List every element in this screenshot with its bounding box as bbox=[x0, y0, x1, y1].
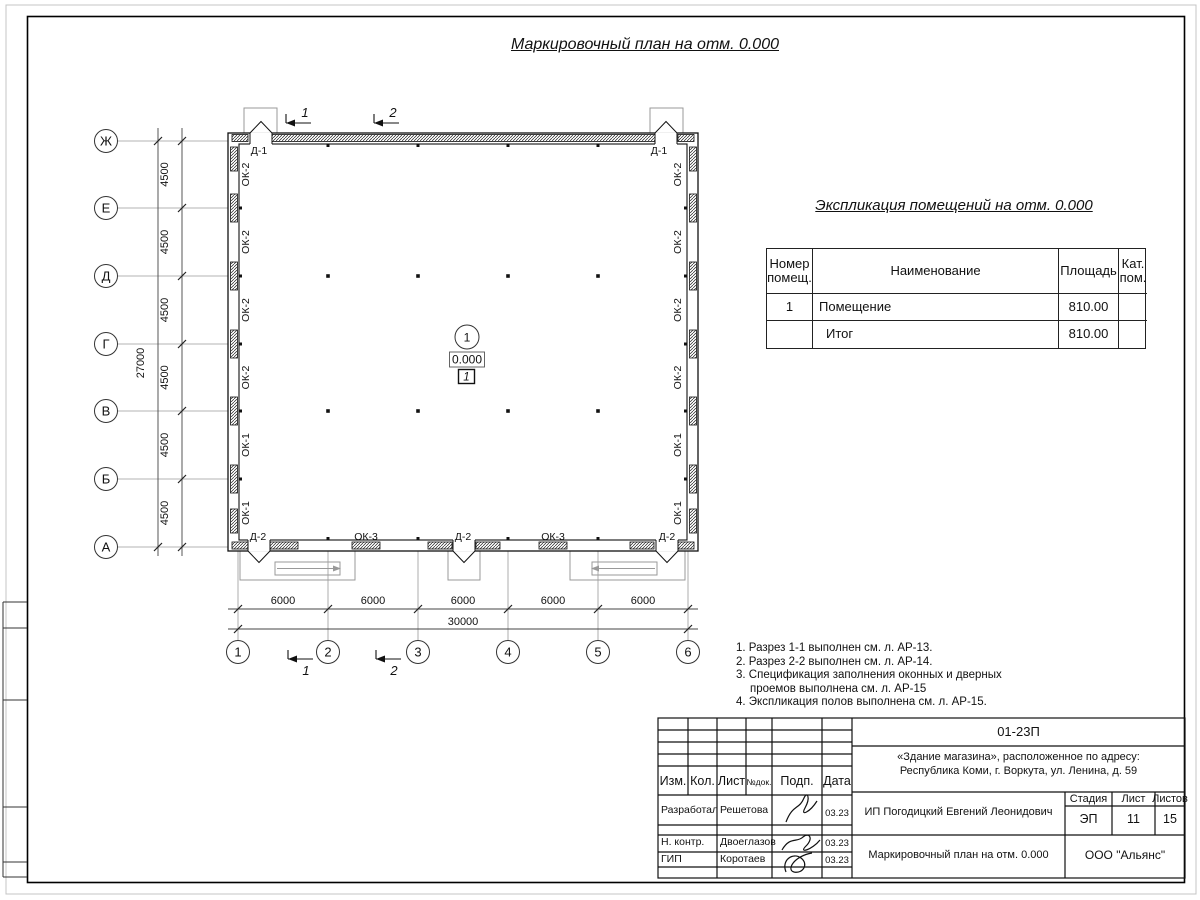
window-label: ОК-2 bbox=[672, 162, 684, 187]
door-label: Д-2 bbox=[454, 531, 472, 543]
sheet-title: Маркировочный план на отм. 0.000 bbox=[510, 36, 779, 53]
explication-table bbox=[766, 248, 1146, 349]
col-header-name: Наименование bbox=[813, 249, 1059, 294]
window-label: ОК-2 bbox=[672, 298, 684, 322]
table-cell bbox=[1119, 321, 1147, 348]
window-label: ОК-3 bbox=[541, 531, 565, 543]
project-code: 01-23П bbox=[997, 724, 1040, 739]
window-label: ОК-1 bbox=[240, 501, 252, 525]
window-label: ОК-2 bbox=[672, 230, 684, 254]
stamp-name: Коротаев bbox=[720, 853, 766, 865]
note-item: 4. Экспликация полов выполнена см. л. АР-15. bbox=[736, 696, 987, 709]
stage-label: Стадия bbox=[1069, 793, 1108, 805]
object-address-line1: «Здание магазина», расположенное по адресу: bbox=[897, 751, 1140, 763]
window-label: ОК-1 bbox=[672, 433, 684, 457]
table-cell: 1 bbox=[767, 294, 813, 321]
section-mark-number: 1 bbox=[302, 663, 310, 678]
note-item: 2. Разрез 2-2 выполнен см. л. АР-14. bbox=[736, 655, 933, 668]
door-label: Д-2 bbox=[658, 531, 676, 543]
table-cell: 810.00 bbox=[1059, 294, 1119, 321]
table-cell: Итог bbox=[813, 321, 1059, 348]
dim-6000: 6000 bbox=[630, 595, 656, 607]
stamp-header-podp: Подп. bbox=[780, 774, 814, 788]
document-title: Маркировочный план на отм. 0.000 bbox=[868, 849, 1049, 861]
dim-6000: 6000 bbox=[540, 595, 566, 607]
room-elevation: 0.000 bbox=[451, 352, 483, 367]
object-address-line2: Республика Коми, г. Воркута, ул. Ленина, д. 59 bbox=[899, 765, 1138, 777]
sheets-total: 15 bbox=[1163, 812, 1177, 826]
dim-6000: 6000 bbox=[270, 595, 296, 607]
window-label: ОК-2 bbox=[672, 365, 684, 390]
stamp-role: Н. контр. bbox=[661, 836, 705, 848]
axis-row-label: А bbox=[101, 539, 111, 555]
window-label: ОК-2 bbox=[240, 298, 252, 322]
stamp-role: ГИП bbox=[661, 853, 682, 865]
dim-30000: 30000 bbox=[447, 616, 479, 628]
section-mark-number: 2 bbox=[390, 663, 398, 678]
axis-col-label: 4 bbox=[504, 644, 512, 660]
dim-6000: 6000 bbox=[450, 595, 476, 607]
window-label: ОК-2 bbox=[240, 365, 252, 390]
stamp-name: Двоеглазов bbox=[720, 836, 776, 848]
sheet-label: Лист bbox=[1121, 793, 1146, 805]
stamp-name: Решетова bbox=[720, 804, 769, 816]
axis-row-label: В bbox=[101, 403, 111, 419]
dim-4500: 4500 bbox=[159, 432, 171, 458]
door-label: Д-1 bbox=[650, 145, 668, 157]
note-item: 1. Разрез 1-1 выполнен см. л. АР-13. bbox=[736, 642, 933, 654]
stamp-header-ndoc: №док. bbox=[746, 777, 772, 787]
dim-4500: 4500 bbox=[159, 229, 171, 255]
section-mark-number: 2 bbox=[389, 105, 397, 120]
window-label: ОК-1 bbox=[672, 501, 684, 525]
table-cell bbox=[1119, 294, 1147, 321]
stamp-date: 03.23 bbox=[825, 808, 849, 819]
dim-27000: 27000 bbox=[135, 347, 147, 379]
dim-6000: 6000 bbox=[360, 595, 386, 607]
room-number: 1 bbox=[463, 330, 471, 345]
table-cell bbox=[767, 321, 813, 348]
axis-col-label: 3 bbox=[414, 644, 422, 660]
axis-col-label: 1 bbox=[234, 644, 242, 660]
axis-row-label: Е bbox=[101, 200, 111, 216]
dim-4500: 4500 bbox=[159, 297, 171, 323]
stamp-header-data: Дата bbox=[823, 774, 851, 788]
window-label: ОК-3 bbox=[354, 531, 378, 543]
door-label: Д-2 bbox=[249, 531, 267, 543]
stamp-date: 03.23 bbox=[825, 838, 849, 849]
stamp-header-list: Лист bbox=[717, 774, 746, 788]
sheet-number: 11 bbox=[1127, 812, 1140, 826]
developer-name: ИП Погодицкий Евгений Леонидович bbox=[864, 806, 1053, 818]
dim-4500: 4500 bbox=[159, 365, 171, 390]
table-cell: 810.00 bbox=[1059, 321, 1119, 348]
explication-title: Экспликация помещений на отм. 0.000 bbox=[815, 197, 1093, 214]
axis-col-label: 5 bbox=[594, 644, 602, 660]
door-label: Д-1 bbox=[250, 145, 268, 157]
col-header-cat: Кат. пом. bbox=[1119, 249, 1147, 294]
organization-name: ООО "Альянс" bbox=[1084, 848, 1166, 862]
left-filing-strip bbox=[3, 602, 27, 877]
stamp-date: 03.23 bbox=[825, 855, 849, 866]
title-block bbox=[658, 718, 1188, 878]
axis-row-label: Ж bbox=[99, 133, 113, 149]
window-label: ОК-2 bbox=[240, 162, 252, 187]
axis-row-label: Д bbox=[101, 268, 111, 284]
stamp-role: Разработал bbox=[661, 804, 719, 816]
col-header-num: Номер помещ. bbox=[767, 249, 813, 294]
note-item: 3. Спецификация заполнения оконных и дверных bbox=[736, 669, 1002, 682]
dim-4500: 4500 bbox=[159, 500, 171, 526]
note-item-continuation: проемов выполнена см. л. АР-15 bbox=[750, 682, 927, 695]
stage-value: ЭП bbox=[1079, 812, 1098, 826]
stamp-header-izm: Изм. bbox=[659, 774, 687, 788]
dim-4500: 4500 bbox=[159, 162, 171, 187]
floor-type-mark: 1 bbox=[463, 371, 470, 384]
table-cell: Помещение bbox=[813, 294, 1059, 321]
axis-row-label: Г bbox=[102, 336, 110, 352]
stamp-header-kol: Кол. bbox=[690, 774, 715, 788]
window-label: ОК-1 bbox=[240, 433, 252, 457]
axis-col-label: 6 bbox=[684, 644, 692, 660]
axis-col-label: 2 bbox=[324, 644, 332, 660]
section-mark-number: 1 bbox=[301, 105, 309, 120]
col-header-area: Площадь bbox=[1059, 249, 1119, 294]
notes-list bbox=[736, 642, 1002, 710]
axis-row-label: Б bbox=[101, 471, 111, 487]
window-label: ОК-2 bbox=[240, 230, 252, 254]
sheets-label: Листов bbox=[1152, 793, 1188, 805]
